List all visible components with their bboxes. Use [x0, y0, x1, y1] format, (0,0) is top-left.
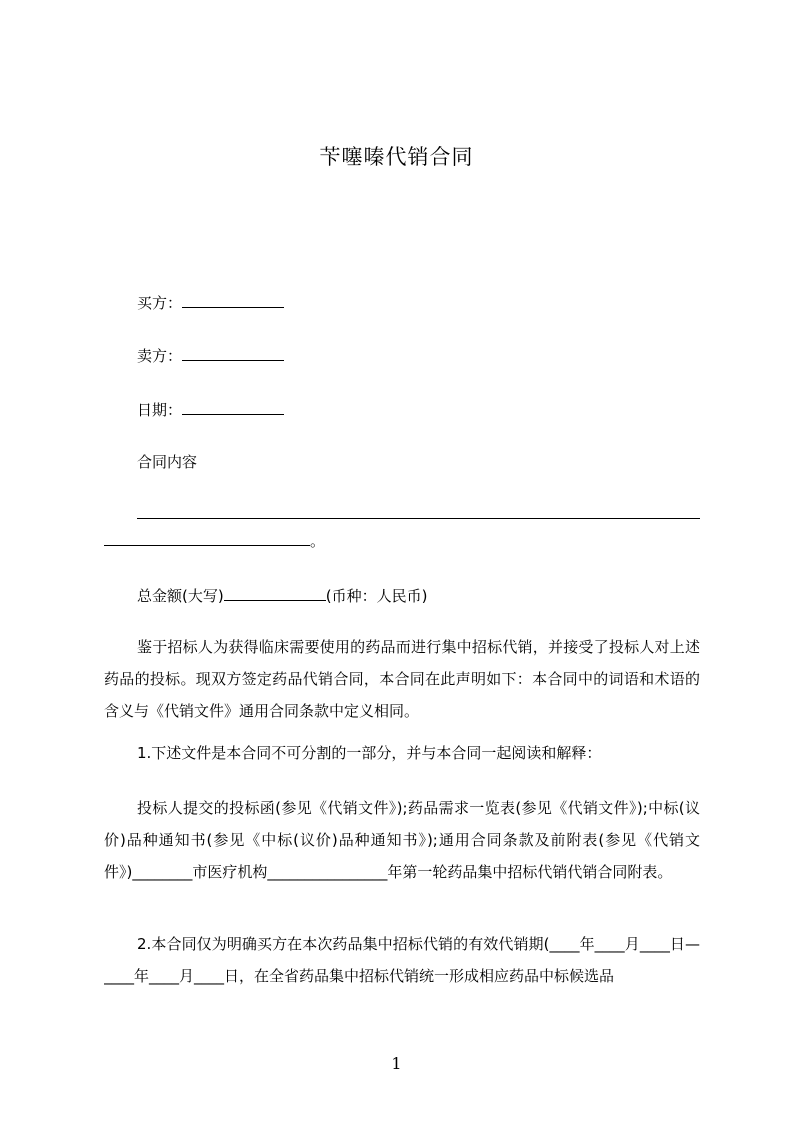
seller-label: 卖方：: [137, 347, 183, 365]
date-blank: [182, 399, 284, 415]
content-end-mark: 。: [310, 532, 326, 550]
clause-2: 2.本合同仅为明确买方在本次药品集中招标代销的有效代销期(____年____月____日—____年____月____日，在全省药品集中招标代销统一形成相应药品中标候选品: [104, 935, 700, 985]
content-blank-line-2: [104, 530, 310, 546]
seller-blank: [182, 345, 284, 361]
buyer-blank: [182, 292, 284, 308]
buyer-line: [137, 292, 284, 313]
date-label: 日期：: [137, 401, 183, 419]
total-amount-blank: [224, 585, 326, 601]
page-number: 1: [391, 1054, 402, 1073]
content-blank-line-1: [137, 518, 700, 519]
seller-line: [137, 345, 284, 366]
intro-paragraph: 鉴于招标人为获得临床需要使用的药品而进行集中招标代销，并接受了投标人对上述药品的投标。现双方签定药品代销合同，本合同在此声明如下：本合同中的词语和术语的含义与《代销文件》通用合同条款中定义相同。: [104, 638, 700, 720]
buyer-label: 买方：: [137, 294, 183, 312]
content-line-2: [104, 530, 325, 551]
document-title: 苄噻嗪代销合同: [319, 145, 474, 169]
total-amount-line: [137, 585, 427, 606]
currency-note: (币种：人民币): [325, 587, 428, 605]
total-amount-label: 总金额(大写): [137, 587, 224, 605]
clause-1-detail: 投标人提交的投标函(参见《代销文件》);药品需求一览表(参见《代销文件》);中标(议价)品种通知书(参见《中标(议价)品种通知书》);通用合同条款及前附表(参见《代销文件》)________市医疗机构________________年第一轮药品集中招标代销代销合同附表。: [104, 799, 700, 881]
clause-1: 1.下述文件是本合同不可分割的一部分，并与本合同一起阅读和解释：: [137, 744, 602, 762]
contract-content-heading: 合同内容: [137, 453, 198, 471]
date-line: [137, 399, 284, 420]
